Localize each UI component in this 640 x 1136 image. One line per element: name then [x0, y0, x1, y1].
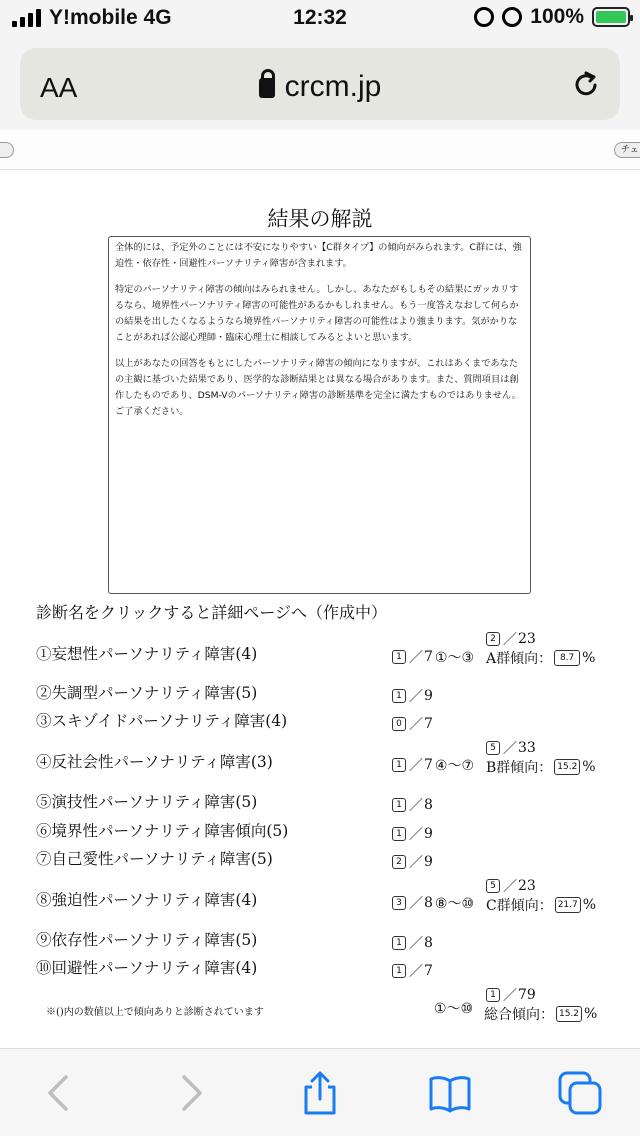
score-box: 1 [486, 988, 500, 1002]
score-box: 1 [392, 650, 406, 664]
tendency-label: B群傾向： [486, 760, 553, 776]
score-cell-1: 1 ／ 7 ①〜③ [392, 647, 474, 667]
url-text: crcm.jp [284, 70, 382, 103]
score-cell-10: 1 ／ 7 [392, 961, 433, 981]
score-box: 1 [392, 758, 406, 772]
score-max: 8 [424, 895, 433, 911]
score-max: 9 [424, 688, 433, 704]
disorder-link-9[interactable]: ⑨依存性パーソナリティ障害(5) [36, 931, 258, 949]
web-page [0, 130, 640, 1048]
score-box: 0 [392, 717, 406, 731]
score-box: 1 [392, 827, 406, 841]
group-range: ⑧〜⑩ [434, 896, 475, 912]
score-cell-6: 1 ／ 9 [392, 824, 433, 844]
battery-icon [592, 7, 630, 27]
group-c-summary: 5 ／ 23 C群傾向： 21.7 % [486, 878, 597, 914]
tabs-icon[interactable] [558, 1071, 602, 1115]
disorder-link-8[interactable]: ⑧強迫性パーソナリティ障害(4) [36, 891, 258, 909]
tendency-label: A群傾向： [486, 651, 553, 667]
tendency-label: C群傾向： [486, 898, 553, 914]
score-box: 3 [392, 896, 406, 910]
right-edge-tab[interactable]: チェ [614, 142, 640, 158]
group-a-summary: 2 ／ 23 A群傾向： 8.7 % [486, 631, 596, 667]
share-icon[interactable] [298, 1071, 342, 1115]
score-box: 5 [486, 879, 500, 893]
result-paragraph: 特定のパーソナリティ障害の傾向はみられません。しかし、あなたがもしもその結果にガッカリするなら、境界性パーソナリティ障害の可能性があるかもしれません。もう一度答えなおして何らかの結果を出したくなるようなら境界性パーソナリティ障害の可能性はより強まります。気がかりなことがあれば公認心理師・臨床心理士に相談してみるとよいと思います。 [115, 284, 519, 343]
result-textarea[interactable] [108, 236, 531, 594]
orientation-lock-icon [502, 7, 522, 27]
score-cell-4: 1 ／ 7 ④〜⑦ [392, 755, 474, 775]
page-title: 結果の解説 [267, 207, 373, 231]
battery-percent: 100% [530, 5, 584, 28]
score-max: 7 [424, 716, 433, 732]
lock-icon [259, 78, 275, 98]
disorder-link-5[interactable]: ⑤演技性パーソナリティ障害(5) [36, 793, 258, 811]
result-paragraph: 以上があなたの回答をもとにしたパーソナリティ障害の傾向になりますが、これはあくまであなたの主観に基づいた結果であり、医学的な診断結果とは異なる場合があります。また、質問項目は創作したものであり、DSM-Vのパーソナリティ障害の診断基準を完全に満たすものではありません。ご了承ください。 [115, 358, 521, 417]
score-max: 8 [424, 935, 433, 951]
percent-box: 21.7 [555, 897, 581, 913]
disorder-link-3[interactable]: ③スキゾイドパーソナリティ障害(4) [36, 712, 288, 730]
score-box: 1 [392, 964, 406, 978]
group-range: ④〜⑦ [434, 758, 475, 774]
score-max: 9 [424, 854, 433, 870]
click-note: 診断名をクリックすると詳細ページへ（作成中） [36, 603, 388, 622]
score-max: 7 [424, 963, 433, 979]
score-max: 7 [424, 649, 433, 665]
disorder-link-1[interactable]: ①妄想性パーソナリティ障害(4) [36, 645, 258, 663]
score-cell-9: 1 ／ 8 [392, 933, 433, 953]
score-cell-2: 1 ／ 9 [392, 686, 433, 706]
percent-box: 15.2 [554, 759, 580, 775]
score-box: 2 [486, 632, 500, 646]
score-box: 1 [392, 798, 406, 812]
browser-header [0, 40, 640, 130]
disorder-link-4[interactable]: ④反社会性パーソナリティ障害(3) [36, 753, 273, 771]
bookmarks-icon[interactable] [428, 1071, 472, 1115]
group-range: ①〜⑩ [434, 1001, 474, 1017]
clock: 12:32 [293, 6, 347, 29]
carrier-label: Y!mobile 4G [49, 6, 172, 29]
score-box: 2 [392, 855, 406, 869]
text-size-button[interactable]: AA [40, 72, 78, 103]
percent-box: 8.7 [554, 650, 580, 666]
reload-icon[interactable] [570, 68, 602, 100]
url-field[interactable] [20, 70, 620, 104]
score-max: 9 [424, 826, 433, 842]
tendency-label: 総合傾向： [484, 1007, 554, 1023]
percent-box: 15.2 [556, 1006, 582, 1022]
score-cell-3: 0 ／ 7 [392, 714, 433, 734]
alarm-icon [474, 7, 494, 27]
footnote: ※()内の数値以上で傾向ありと診断されています [46, 1007, 264, 1018]
page-top-strip [0, 130, 640, 170]
browser-toolbar [0, 1048, 640, 1136]
disorder-link-10[interactable]: ⑩回避性パーソナリティ障害(4) [36, 959, 258, 977]
result-paragraph: 全体的には、予定外のことには不安になりやすい【C群タイプ】の傾向がみられます。C群には、強迫性・依存性・回避性パーソナリティ障害が含まれます。 [115, 242, 522, 269]
score-box: 1 [392, 689, 406, 703]
score-max: 7 [424, 757, 433, 773]
score-max: 8 [424, 797, 433, 813]
score-cell-7: 2 ／ 9 [392, 852, 433, 872]
score-cell-5: 1 ／ 8 [392, 795, 433, 815]
left-edge-tab[interactable] [0, 142, 14, 158]
disorder-link-7[interactable]: ⑦自己愛性パーソナリティ障害(5) [36, 850, 273, 868]
score-box: 5 [486, 741, 500, 755]
group-range: ①〜③ [434, 650, 475, 666]
score-cell-8: 3 ／ 8 ⑧〜⑩ [392, 893, 474, 913]
group-b-summary: 5 ／ 33 B群傾向： 15.2 % [486, 740, 596, 776]
address-bar[interactable] [20, 48, 620, 120]
status-bar [0, 0, 640, 40]
disorder-link-6[interactable]: ⑥境界性パーソナリティ障害傾向(5) [36, 822, 289, 840]
status-icons [474, 5, 630, 29]
overall-summary: 1 ／ 79 ①〜⑩ 総合傾向： 15.2 % [434, 987, 598, 1023]
forward-icon[interactable] [168, 1071, 212, 1115]
score-box: 1 [392, 936, 406, 950]
disorder-link-2[interactable]: ②失調型パーソナリティ障害(5) [36, 684, 258, 702]
back-icon[interactable] [38, 1071, 82, 1115]
